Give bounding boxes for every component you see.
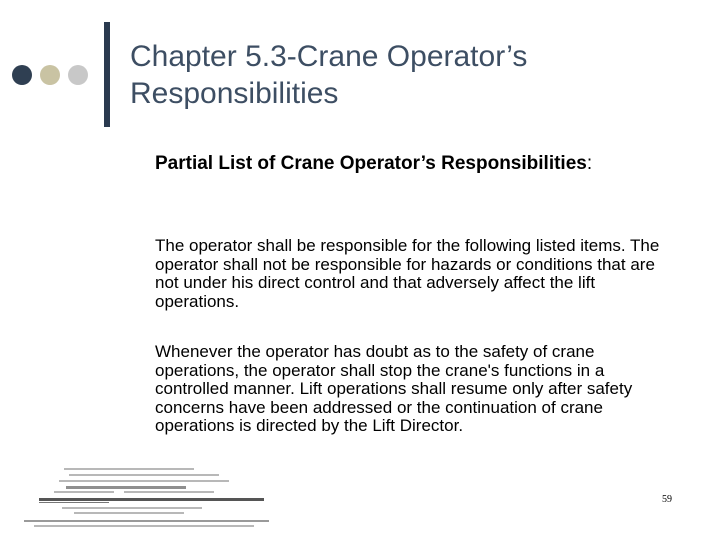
- faded-document-stamp-image: [14, 464, 274, 530]
- decorative-dot-gray: [68, 65, 88, 85]
- title-line-2: Responsibilities: [130, 77, 339, 110]
- decorative-dot-tan: [40, 65, 60, 85]
- subheading: [155, 153, 675, 174]
- title-line-1: Chapter 5.3-Crane Operator’s: [130, 40, 528, 73]
- paragraph-1: The operator shall be responsible for the following listed items. The operator shall not be responsible for hazards or conditions that are not under his direct control and that adversely affect the lift operations.: [155, 236, 660, 311]
- subheading-colon: :: [586, 153, 593, 174]
- page-number: 59: [662, 494, 672, 505]
- title-accent-bar: [104, 22, 110, 127]
- subheading-text: Partial List of Crane Operator’s Responsibilities: [155, 153, 587, 174]
- paragraph-2: Whenever the operator has doubt as to the safety of crane operations, the operator shall stop the crane's functions in a controlled manner. Lift operations shall resume only after safety concerns have been addressed or the continuation of crane operations is directed by the Lift Director.: [155, 342, 633, 435]
- decorative-dot-dark: [12, 65, 32, 85]
- slide-title: [130, 38, 690, 112]
